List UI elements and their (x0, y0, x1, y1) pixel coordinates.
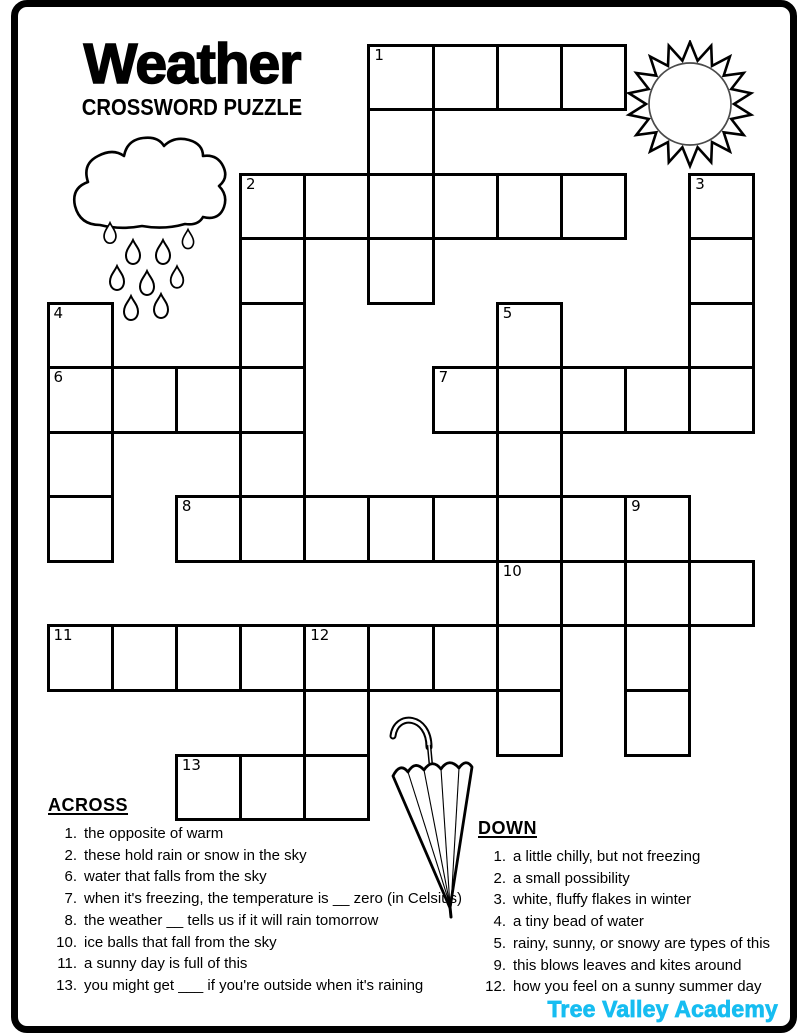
grid-cell[interactable] (367, 237, 434, 305)
grid-cell[interactable] (496, 689, 563, 757)
down-section (466, 818, 796, 998)
grid-cell[interactable] (367, 44, 434, 112)
grid-cell[interactable] (496, 431, 563, 499)
grid-cell[interactable] (175, 624, 242, 692)
grid-cell[interactable] (496, 173, 563, 241)
grid-cell[interactable] (624, 495, 691, 563)
grid-cell[interactable] (239, 173, 306, 241)
down-clue-list (466, 846, 796, 998)
clue-number-label: 1. (493, 848, 506, 865)
clue-text: a sunny day is full of this (84, 955, 248, 973)
down-clue-item (466, 976, 796, 998)
grid-cell[interactable] (688, 366, 755, 434)
clue-number-label: 2. (493, 869, 506, 887)
clue-number-label: 5. (493, 934, 506, 952)
grid-clue-number: 12 (310, 626, 330, 645)
clue-text: this blows leaves and kites around (513, 956, 742, 974)
grid-clue-number: 13 (181, 755, 201, 774)
down-header: DOWN (478, 818, 537, 838)
clue-number-label: 3. (493, 891, 506, 909)
grid-cell[interactable] (47, 624, 114, 692)
grid-clue-number: 8 (181, 497, 192, 516)
clue-number-label: 4. (493, 913, 506, 931)
grid-cell[interactable] (432, 44, 499, 112)
clue-text: rainy, sunny, or snowy are types of this (513, 934, 771, 952)
across-clue-item (36, 866, 476, 888)
page-title: Weather (83, 32, 301, 96)
across-header: ACROSS (48, 795, 129, 815)
grid-cell[interactable] (303, 173, 370, 241)
grid-cell[interactable] (303, 495, 370, 563)
grid-cell[interactable] (239, 431, 306, 499)
grid-cell[interactable] (432, 624, 499, 692)
grid-cell[interactable] (47, 366, 114, 434)
grid-clue-number: 6 (53, 368, 64, 387)
clue-text: the opposite of warm (84, 825, 224, 842)
clue-number-label: 13. (56, 976, 77, 994)
across-clue-item (36, 975, 476, 997)
grid-cell[interactable] (688, 560, 755, 628)
across-clue-item (36, 953, 476, 975)
grid-clue-number: 10 (502, 561, 522, 580)
clue-number-label: 7. (64, 890, 77, 908)
clue-text: white, fluffy flakes in winter (513, 891, 692, 909)
grid-cell[interactable] (496, 44, 563, 112)
clue-text: water that falls from the sky (84, 868, 267, 886)
grid-cell[interactable] (624, 366, 691, 434)
grid-cell[interactable] (496, 302, 563, 370)
grid-clue-number: 1 (374, 45, 384, 64)
page-subtitle: CROSSWORD PUZZLE (81, 94, 303, 120)
clue-number-label: 12. (485, 978, 506, 996)
grid-cell[interactable] (496, 366, 563, 434)
grid-clue-number: 4 (53, 303, 64, 322)
clue-number-label: 1. (64, 825, 77, 842)
grid-cell[interactable] (688, 302, 755, 370)
across-clue-item (36, 888, 476, 910)
grid-cell[interactable] (496, 624, 563, 692)
across-clue-item (36, 823, 476, 845)
grid-cell[interactable] (239, 624, 306, 692)
grid-clue-number: 3 (695, 174, 705, 193)
clue-text: when it's freezing, the temperature is __ zero (in Celsius) (84, 890, 463, 908)
grid-cell[interactable] (47, 431, 114, 499)
clue-text: a tiny bead of water (513, 913, 644, 931)
clue-number-label: 9. (493, 956, 506, 974)
grid-clue-number: 9 (631, 497, 641, 516)
grid-clue-number: 5 (502, 303, 513, 322)
across-clue-item (36, 845, 476, 867)
grid-cell[interactable] (367, 624, 434, 692)
across-clue-item (36, 910, 476, 932)
grid-cell[interactable] (496, 495, 563, 563)
down-clue-item (466, 933, 796, 955)
grid-cell[interactable] (496, 560, 563, 628)
grid-cell[interactable] (239, 237, 306, 305)
grid-cell[interactable] (239, 302, 306, 370)
down-clue-item (466, 846, 796, 868)
grid-cell[interactable] (432, 366, 499, 434)
grid-cell[interactable] (560, 560, 627, 628)
grid-clue-number: 2 (246, 174, 256, 193)
grid-clue-number: 11 (53, 626, 73, 645)
clue-text: a small possibility (513, 869, 630, 887)
grid-cell[interactable] (688, 237, 755, 305)
clue-number-label: 11. (57, 955, 77, 973)
grid-cell[interactable] (688, 173, 755, 241)
grid-cell[interactable] (303, 689, 370, 757)
grid-clue-number: 7 (438, 368, 449, 387)
grid-cell[interactable] (367, 495, 434, 563)
grid-cell[interactable] (47, 302, 114, 370)
grid-cell[interactable] (175, 366, 242, 434)
down-clue-item (466, 911, 796, 933)
grid-cell[interactable] (624, 624, 691, 692)
grid-cell[interactable] (624, 560, 691, 628)
grid-cell[interactable] (624, 689, 691, 757)
grid-cell[interactable] (560, 44, 627, 112)
clue-text: you might get ___ if you're outside when it's raining (84, 976, 424, 994)
clue-number-label: 10. (56, 933, 77, 951)
clue-number-label: 6. (64, 868, 77, 886)
across-clue-item (36, 932, 476, 954)
grid-cell[interactable] (367, 108, 434, 176)
clue-number-label: 8. (64, 911, 77, 929)
across-section (36, 795, 476, 997)
grid-cell[interactable] (432, 173, 499, 241)
grid-cell[interactable] (175, 495, 242, 563)
down-clue-item (466, 868, 796, 890)
down-clue-item (466, 889, 796, 911)
clue-text: ice balls that fall from the sky (84, 933, 277, 951)
branding: Tree Valley Academy (547, 996, 778, 1022)
grid-cell[interactable] (303, 624, 370, 692)
grid-cell[interactable] (111, 624, 178, 692)
clue-text: these hold rain or snow in the sky (84, 846, 307, 864)
grid-cell[interactable] (47, 495, 114, 563)
clue-number-label: 2. (64, 846, 77, 864)
grid-cell[interactable] (367, 173, 434, 241)
grid-cell[interactable] (432, 495, 499, 563)
grid-cell[interactable] (560, 495, 627, 563)
grid-cell[interactable] (560, 366, 627, 434)
down-clue-item (466, 955, 796, 977)
grid-cell[interactable] (111, 366, 178, 434)
grid-cell[interactable] (239, 366, 306, 434)
clue-text: the weather __ tells us if it will rain tomorrow (84, 911, 379, 929)
grid-cell[interactable] (239, 495, 306, 563)
across-clue-list (36, 823, 476, 997)
clue-text: a little chilly, but not freezing (513, 848, 701, 865)
clue-text: how you feel on a sunny summer day (513, 978, 762, 996)
grid-cell[interactable] (560, 173, 627, 241)
